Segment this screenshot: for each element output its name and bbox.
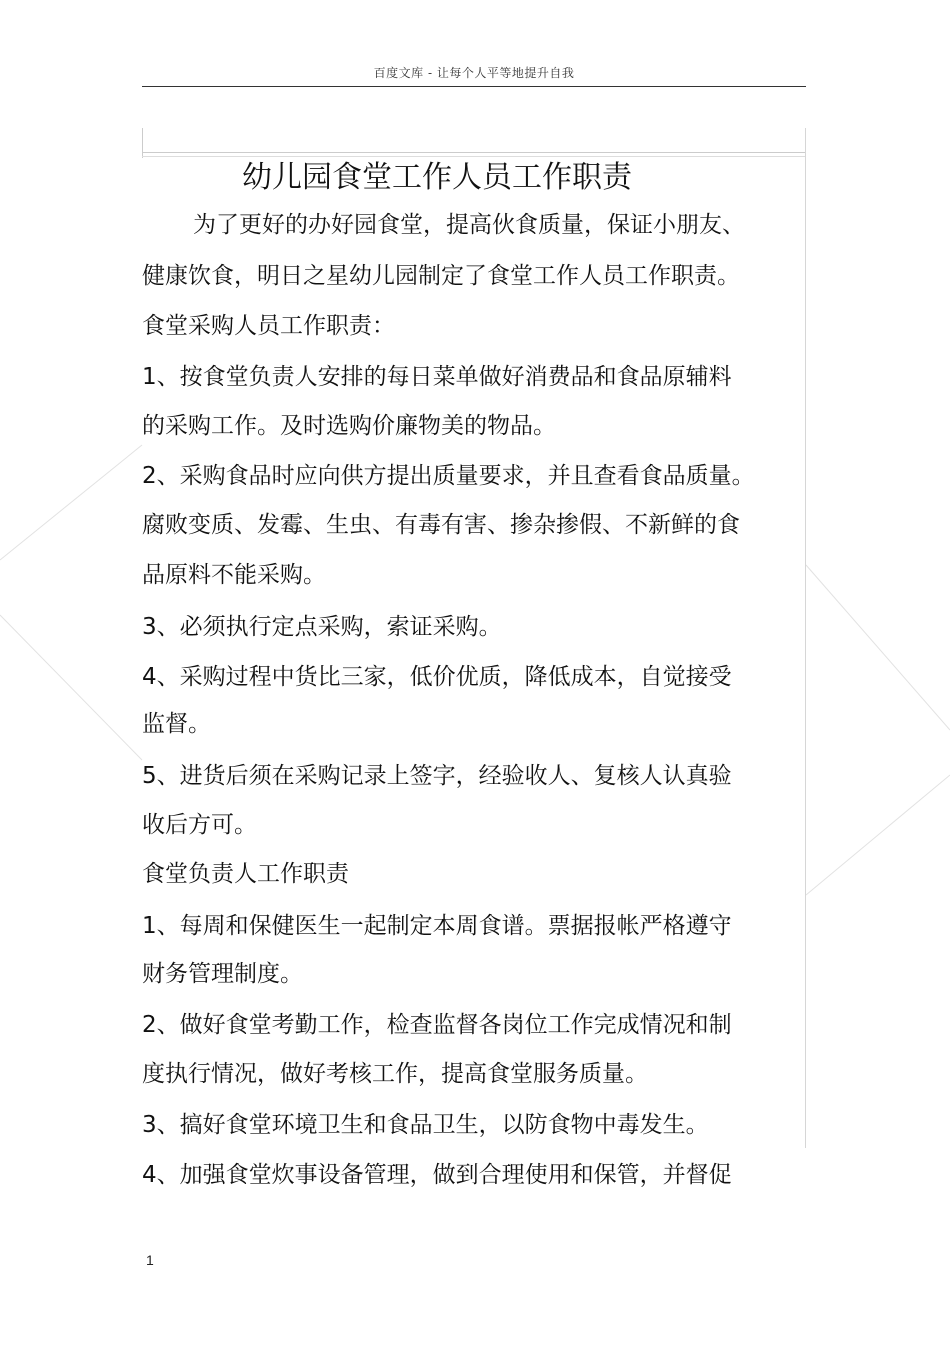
frame-right-border xyxy=(805,128,806,1148)
document-title: 幼儿园食堂工作人员工作职责 xyxy=(242,160,632,195)
paragraph-line: 1、每周和保健医生一起制定本周食谱。票据报帐严格遵守 xyxy=(142,913,732,939)
paragraph-line: 度执行情况，做好考核工作，提高食堂服务质量。 xyxy=(142,1061,648,1087)
frame-left-border xyxy=(142,128,143,158)
paragraph-line: 4、采购过程中货比三家，低价优质，降低成本，自觉接受 xyxy=(142,664,732,690)
paragraph-line: 收后方可。 xyxy=(142,812,257,838)
paragraph-line: 2、采购食品时应向供方提出质量要求，并且查看食品质量。 xyxy=(142,463,755,489)
paragraph-line: 的采购工作。及时选购价廉物美的物品。 xyxy=(142,413,556,439)
page-number: 1 xyxy=(146,1252,154,1268)
paragraph-line: 品原料不能采购。 xyxy=(142,562,326,588)
frame-top-border-inner xyxy=(142,156,806,157)
paragraph-line: 健康饮食，明日之星幼儿园制定了食堂工作人员工作职责。 xyxy=(142,263,740,289)
header-divider xyxy=(142,86,806,87)
paragraph-line: 1、按食堂负责人安排的每日菜单做好消费品和食品原辅料 xyxy=(142,364,732,390)
frame-top-border xyxy=(142,152,806,153)
paragraph-line: 2、做好食堂考勤工作，检查监督各岗位工作完成情况和制 xyxy=(142,1012,732,1038)
paragraph-line: 财务管理制度。 xyxy=(142,961,303,987)
paragraph-line: 3、必须执行定点采购，索证采购。 xyxy=(142,614,502,640)
section-heading-purchasing: 食堂采购人员工作职责： xyxy=(142,313,395,339)
paragraph-line: 4、加强食堂炊事设备管理，做到合理使用和保管，并督促 xyxy=(142,1162,732,1188)
paragraph-line: 腐败变质、发霉、生虫、有毒有害、掺杂掺假、不新鲜的食 xyxy=(142,512,740,538)
paragraph-line: 3、搞好食堂环境卫生和食品卫生，以防食物中毒发生。 xyxy=(142,1112,709,1138)
paragraph-line: 为了更好的办好园食堂，提高伙食质量，保证小朋友、 xyxy=(193,212,745,238)
section-heading-manager: 食堂负责人工作职责 xyxy=(142,861,349,887)
paragraph-line: 监督。 xyxy=(142,711,211,737)
page-header: 百度文库 - 让每个人平等地提升自我 xyxy=(373,66,575,80)
paragraph-line: 5、进货后须在采购记录上签字，经验收人、复核人认真验 xyxy=(142,763,732,789)
